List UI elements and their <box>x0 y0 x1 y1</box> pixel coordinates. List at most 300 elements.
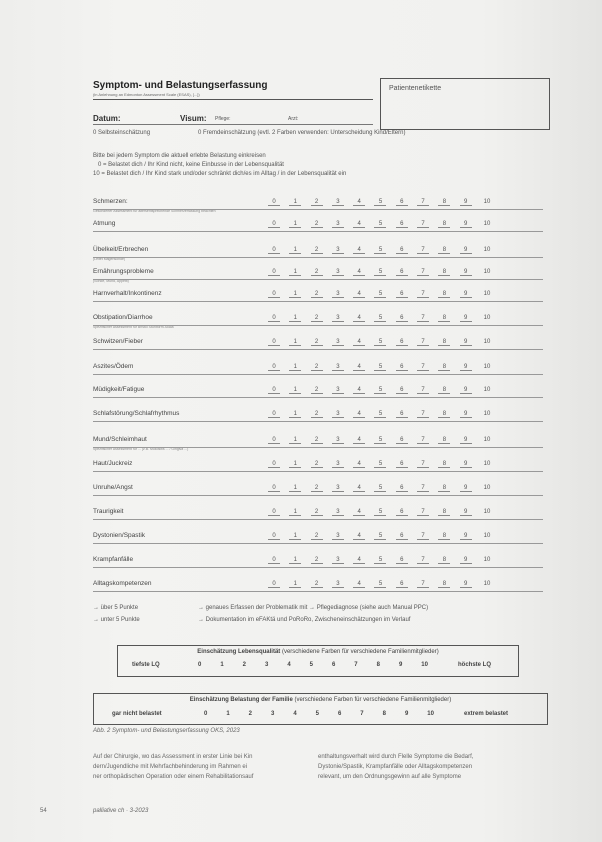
symptom-label: Müdigkeit/Fatigue <box>93 386 145 393</box>
scale-value[interactable]: 6 <box>396 557 408 564</box>
scale-value[interactable]: 9 <box>460 509 472 516</box>
scale-value[interactable]: 4 <box>353 364 365 371</box>
scale-value[interactable]: 0 <box>268 315 280 322</box>
text-line: Dystonie/Spastik, Krampfanfälle oder Alltagskompetenzen <box>318 764 473 770</box>
scale-value[interactable]: 1 <box>289 485 301 492</box>
row-divider <box>93 447 543 448</box>
article-text-right <box>318 752 548 782</box>
scale-value[interactable]: 9 <box>460 339 472 346</box>
scale-value[interactable]: 5 <box>374 364 386 371</box>
symptom-label: Haut/Juckreiz <box>93 460 133 467</box>
scale-value[interactable]: 6 <box>396 315 408 322</box>
symptom-scale <box>268 485 493 492</box>
scale-value[interactable]: 1 <box>289 509 301 516</box>
scale-value[interactable]: 7 <box>417 221 429 228</box>
scale-value[interactable]: 5 <box>374 247 386 254</box>
scale-value[interactable]: 6 <box>396 533 408 540</box>
box-scale-value[interactable]: 10 <box>421 662 428 668</box>
scale-value[interactable]: 7 <box>417 339 429 346</box>
scale-value[interactable]: 10 <box>483 221 491 227</box>
box-scale-value[interactable]: 8 <box>382 711 386 717</box>
scale-value[interactable]: 6 <box>396 509 408 516</box>
scale-value[interactable]: 1 <box>289 411 301 418</box>
scale-value[interactable]: 4 <box>353 269 365 276</box>
symptom-sublabel: (Leitet Magensonde) <box>93 257 126 261</box>
scale-value[interactable]: 4 <box>353 581 365 588</box>
scale-value[interactable]: 2 <box>311 339 323 346</box>
scale-value[interactable]: 6 <box>396 461 408 468</box>
scale-value[interactable]: 7 <box>417 291 429 298</box>
scale-value[interactable]: 0 <box>268 291 280 298</box>
scale-value[interactable]: 3 <box>332 533 344 540</box>
scale-value[interactable]: 1 <box>289 315 301 322</box>
pflege-label: Pflege: <box>215 116 231 122</box>
scale-value[interactable]: 3 <box>332 461 344 468</box>
quality-of-life-title: Einschätzung Lebensqualität (verschiedene Farben für verschiedene Familienmitglieder) <box>197 649 439 655</box>
scale-value[interactable]: 5 <box>374 315 386 322</box>
symptom-row <box>93 378 543 398</box>
symptom-sublabel: Spezifischer Assessment für ... (z.B. Mukositis ... / Gingiva ...) <box>93 447 189 451</box>
scale-value[interactable]: 4 <box>353 485 365 492</box>
scale-value[interactable]: 2 <box>311 437 323 444</box>
scale-value[interactable]: 4 <box>353 247 365 254</box>
scale-value[interactable]: 3 <box>332 315 344 322</box>
row-divider <box>93 591 543 592</box>
box-scale-value[interactable]: 7 <box>354 662 358 668</box>
text-line: dern/Jugendliche mit Mehrfachbehinderung im Rahmen ei <box>93 764 248 770</box>
scale-value[interactable]: 9 <box>460 533 472 540</box>
note-over5-right: → genaues Erfassen der Problematik mit → Pflegediagnose (siehe auch Manual PPC) <box>198 605 429 611</box>
symptom-scale <box>268 509 493 516</box>
scale-value[interactable]: 9 <box>460 557 472 564</box>
scale-value[interactable]: 4 <box>353 315 365 322</box>
symptom-row <box>93 260 543 283</box>
scale-value[interactable]: 4 <box>353 557 365 564</box>
scale-value[interactable]: 1 <box>289 199 301 206</box>
scale-value[interactable]: 7 <box>417 437 429 444</box>
scale-value[interactable]: 4 <box>353 461 365 468</box>
scale-value[interactable]: 4 <box>353 339 365 346</box>
scale-value[interactable]: 10 <box>483 557 491 563</box>
scale-value[interactable]: 2 <box>311 461 323 468</box>
box-scale-value[interactable]: 10 <box>427 711 434 717</box>
scale-value[interactable]: 8 <box>438 509 450 516</box>
scale-value[interactable]: 2 <box>311 315 323 322</box>
row-divider <box>93 209 543 210</box>
scale-value[interactable]: 3 <box>332 509 344 516</box>
symptom-scale <box>268 364 493 371</box>
scale-value[interactable]: 3 <box>332 557 344 564</box>
box-scale-value[interactable]: 9 <box>398 662 403 668</box>
scale-value[interactable]: 7 <box>417 557 429 564</box>
scale-value[interactable]: 0 <box>268 199 280 206</box>
symptom-scale <box>268 291 493 298</box>
scale-value[interactable]: 7 <box>417 533 429 540</box>
symptom-label: Atmung <box>93 220 116 227</box>
family-burden-title: Einschätzung Belastung der Familie (verschiedene Farben für verschiedene Familienmitglieder) <box>189 697 452 703</box>
scale-value[interactable]: 10 <box>483 509 491 515</box>
scale-value[interactable]: 8 <box>438 247 450 254</box>
box-scale-value[interactable]: 1 <box>220 662 224 668</box>
scale-value[interactable]: 5 <box>374 221 386 228</box>
box-scale-value[interactable]: 6 <box>331 662 336 668</box>
scale-value[interactable]: 4 <box>353 387 365 394</box>
scale-value[interactable]: 10 <box>483 315 491 321</box>
scale-value[interactable]: 0 <box>268 557 280 564</box>
scale-value[interactable]: 7 <box>417 485 429 492</box>
scale-value[interactable]: 4 <box>353 509 365 516</box>
scale-value[interactable]: 8 <box>438 221 450 228</box>
symptom-row <box>93 524 543 544</box>
family-burden-scale <box>204 711 434 717</box>
scale-value[interactable]: 2 <box>311 509 323 516</box>
scale-value[interactable]: 2 <box>311 411 323 418</box>
scale-value[interactable]: 10 <box>483 461 491 467</box>
scale-value[interactable]: 1 <box>289 364 301 371</box>
scale-value[interactable]: 2 <box>311 485 323 492</box>
text-line: enthaltungsverhalt wird durch Flelle Symptome die Bedarf, <box>318 754 474 760</box>
scale-value[interactable]: 6 <box>396 339 408 346</box>
row-divider <box>93 279 543 280</box>
figure-caption: Abb. 2 Symptom- und Belastungserfassung OKS, 2023 <box>93 728 240 734</box>
scale-value[interactable]: 2 <box>311 291 323 298</box>
scale-value[interactable]: 8 <box>438 485 450 492</box>
box-scale-value[interactable]: 5 <box>309 662 313 668</box>
note-over5-left: → über 5 Punkte <box>93 605 139 611</box>
scale-value[interactable]: 9 <box>460 247 472 254</box>
scale-value[interactable]: 4 <box>353 291 365 298</box>
scale-value[interactable]: 6 <box>396 437 408 444</box>
scale-value[interactable]: 4 <box>353 199 365 206</box>
scale-value[interactable]: 0 <box>268 221 280 228</box>
scale-value[interactable]: 10 <box>483 581 491 587</box>
instruction-line-2: 0 = Belastet dich / Ihr Kind nicht, keine Einbusse in der Lebensqualität <box>98 162 284 168</box>
box-scale-value[interactable]: 7 <box>360 711 364 717</box>
symptom-label: Schwitzen/Fieber <box>93 338 143 345</box>
scale-value[interactable]: 8 <box>438 557 450 564</box>
scale-value[interactable]: 3 <box>332 581 344 588</box>
form-subtitle: (in Anlehnung an Edmonton Assessment Scale (ESAS), [...]) <box>93 92 200 97</box>
scale-value[interactable]: 2 <box>311 199 323 206</box>
symptom-row <box>93 548 543 568</box>
symptom-sublabel: Gesonderter Assessment für altersentsprechende Schmerzerfassung beachten <box>93 209 216 213</box>
scale-value[interactable]: 2 <box>311 221 323 228</box>
symptom-sublabel: (Sonde, Mund, Appetit) <box>93 279 129 283</box>
scale-value[interactable]: 9 <box>460 437 472 444</box>
row-divider <box>93 543 543 544</box>
scale-value[interactable]: 6 <box>396 199 408 206</box>
scale-value[interactable]: 0 <box>268 269 280 276</box>
scale-value[interactable]: 8 <box>438 387 450 394</box>
scale-value[interactable]: 9 <box>460 269 472 276</box>
symptom-row <box>93 212 543 232</box>
family-burden-high: extrem belastet <box>464 711 509 717</box>
scale-value[interactable]: 5 <box>374 199 386 206</box>
scale-value[interactable]: 0 <box>268 437 280 444</box>
row-divider <box>93 374 543 375</box>
scale-value[interactable]: 1 <box>289 557 301 564</box>
scale-value[interactable]: 6 <box>396 581 408 588</box>
scale-value[interactable]: 0 <box>268 387 280 394</box>
scale-value[interactable]: 5 <box>374 581 386 588</box>
scale-value[interactable]: 9 <box>460 411 472 418</box>
scale-value[interactable]: 10 <box>483 387 491 393</box>
scale-value[interactable]: 10 <box>483 437 491 443</box>
symptom-label: Harnverhalt/Inkontinenz <box>93 290 162 297</box>
scale-value[interactable]: 8 <box>438 461 450 468</box>
note-under5-left: → unter 5 Punkte <box>93 617 140 623</box>
box-scale-value[interactable]: 5 <box>315 711 319 717</box>
scale-value[interactable]: 4 <box>353 437 365 444</box>
scale-value[interactable]: 7 <box>417 411 429 418</box>
symptom-label: Traurigkeit <box>93 508 124 515</box>
symptom-label: Schlafstörung/Schlafrhythmus <box>93 410 180 417</box>
scale-value[interactable]: 1 <box>289 291 301 298</box>
visum-label: Visum: <box>180 114 207 123</box>
scale-value[interactable]: 0 <box>268 581 280 588</box>
symptom-scale <box>268 411 493 418</box>
scale-value[interactable]: 0 <box>268 461 280 468</box>
scale-value[interactable]: 2 <box>311 581 323 588</box>
scale-value[interactable]: 1 <box>289 339 301 346</box>
scale-value[interactable]: 10 <box>483 247 491 253</box>
scale-value[interactable]: 8 <box>438 364 450 371</box>
row-divider <box>93 325 543 326</box>
symptom-row <box>93 402 543 422</box>
row-divider <box>93 349 543 350</box>
symptom-scale <box>268 533 493 540</box>
scale-value[interactable]: 2 <box>311 387 323 394</box>
text-line: relevant, um den Ordnungsgewinn auf alle Symptome <box>318 774 462 780</box>
symptom-row <box>93 476 543 496</box>
box-scale-value[interactable]: 0 <box>204 711 208 717</box>
row-divider <box>93 421 543 422</box>
box-scale-value[interactable]: 9 <box>404 711 409 717</box>
scale-value[interactable]: 0 <box>268 485 280 492</box>
symptom-row <box>93 572 543 592</box>
scale-value[interactable]: 7 <box>417 315 429 322</box>
scale-value[interactable]: 1 <box>289 387 301 394</box>
symptom-scale <box>268 221 493 228</box>
scale-value[interactable]: 5 <box>374 291 386 298</box>
scale-value[interactable]: 5 <box>374 269 386 276</box>
scale-value[interactable]: 10 <box>483 199 491 205</box>
symptom-label: Mund/Schleimhaut <box>93 436 147 443</box>
symptom-row <box>93 500 543 520</box>
scale-value[interactable]: 6 <box>396 485 408 492</box>
scale-value[interactable]: 4 <box>353 411 365 418</box>
symptom-label: Krampfanfälle <box>93 556 134 563</box>
scale-value[interactable]: 5 <box>374 411 386 418</box>
scale-value[interactable]: 8 <box>438 291 450 298</box>
scale-value[interactable]: 8 <box>438 581 450 588</box>
scale-value[interactable]: 8 <box>438 269 450 276</box>
scale-value[interactable]: 0 <box>268 533 280 540</box>
row-divider <box>93 301 543 302</box>
scale-value[interactable]: 6 <box>396 411 408 418</box>
row-divider <box>93 519 543 520</box>
box-scale-value[interactable]: 8 <box>376 662 380 668</box>
scale-value[interactable]: 6 <box>396 387 408 394</box>
box-scale-value[interactable]: 4 <box>287 662 291 668</box>
scale-value[interactable]: 7 <box>417 509 429 516</box>
box-scale-value[interactable]: 1 <box>226 711 230 717</box>
scale-value[interactable]: 1 <box>289 269 301 276</box>
scale-value[interactable]: 8 <box>438 339 450 346</box>
box-scale-value[interactable]: 3 <box>270 711 275 717</box>
scale-value[interactable]: 8 <box>438 411 450 418</box>
scale-value[interactable]: 7 <box>417 387 429 394</box>
box-scale-value[interactable]: 0 <box>198 662 202 668</box>
scale-value[interactable]: 3 <box>332 437 344 444</box>
symptom-row <box>93 452 543 472</box>
box-scale-value[interactable]: 3 <box>264 662 269 668</box>
scale-value[interactable]: 8 <box>438 315 450 322</box>
scale-value[interactable]: 10 <box>483 533 491 539</box>
scale-value[interactable]: 9 <box>460 199 472 206</box>
scale-value[interactable]: 1 <box>289 247 301 254</box>
symptom-row <box>93 428 543 451</box>
text-line: Auf der Chirurgie, wo das Assessment in erster Linie bei Kin <box>93 754 253 760</box>
scale-value[interactable]: 2 <box>311 269 323 276</box>
symptom-label: Übelkeit/Erbrechen <box>93 246 149 253</box>
scale-value[interactable]: 10 <box>483 485 491 491</box>
scale-value[interactable]: 9 <box>460 291 472 298</box>
date-line <box>93 124 373 125</box>
scale-value[interactable]: 0 <box>268 364 280 371</box>
symptom-label: Unruhe/Angst <box>93 484 133 491</box>
scale-value[interactable]: 9 <box>460 461 472 468</box>
scale-value[interactable]: 8 <box>438 437 450 444</box>
symptom-label: Alltagskompetenzen <box>93 580 152 587</box>
scale-value[interactable]: 1 <box>289 533 301 540</box>
scale-value[interactable]: 7 <box>417 247 429 254</box>
symptom-scale <box>268 339 493 346</box>
scale-value[interactable]: 5 <box>374 485 386 492</box>
scale-value[interactable]: 9 <box>460 315 472 322</box>
scale-value[interactable]: 2 <box>311 533 323 540</box>
scale-value[interactable]: 5 <box>374 533 386 540</box>
scale-value[interactable]: 2 <box>311 557 323 564</box>
symptom-scale <box>268 461 493 468</box>
scale-value[interactable]: 0 <box>268 411 280 418</box>
row-divider <box>93 397 543 398</box>
scale-value[interactable]: 10 <box>483 291 491 297</box>
scale-value[interactable]: 10 <box>483 339 491 345</box>
box-scale-value[interactable]: 6 <box>337 711 342 717</box>
scale-value[interactable]: 9 <box>460 581 472 588</box>
scale-value[interactable]: 3 <box>332 387 344 394</box>
scale-value[interactable]: 3 <box>332 199 344 206</box>
symptom-label: Obstipation/Diarrhoe <box>93 314 153 321</box>
symptom-row <box>93 238 543 261</box>
scale-value[interactable]: 4 <box>353 221 365 228</box>
instruction-line-3: 10 = Belastet dich / Ihr Kind stark und/oder schränkt dich/es im Alltag / in der Lebensqualität ein <box>93 171 347 177</box>
symptom-label: Aszites/Ödem <box>93 363 134 370</box>
scale-value[interactable]: 3 <box>332 291 344 298</box>
scale-value[interactable]: 9 <box>460 364 472 371</box>
scale-value[interactable]: 5 <box>374 461 386 468</box>
scale-value[interactable]: 10 <box>483 269 491 275</box>
scale-value[interactable]: 7 <box>417 199 429 206</box>
page-number: 54 <box>40 808 47 814</box>
scale-value[interactable]: 6 <box>396 247 408 254</box>
family-burden-low: gar nicht belastet <box>112 711 162 717</box>
scale-value[interactable]: 5 <box>374 557 386 564</box>
scale-value[interactable]: 2 <box>311 364 323 371</box>
box-scale-value[interactable]: 2 <box>248 711 252 717</box>
quality-of-life-low: tiefste LQ <box>132 662 160 668</box>
family-burden-box <box>93 693 548 725</box>
scale-value[interactable]: 3 <box>332 269 344 276</box>
scale-value[interactable]: 5 <box>374 509 386 516</box>
scale-value[interactable]: 7 <box>417 461 429 468</box>
scale-value[interactable]: 6 <box>396 364 408 371</box>
scale-value[interactable]: 1 <box>289 221 301 228</box>
scale-value[interactable]: 7 <box>417 581 429 588</box>
scale-value[interactable]: 0 <box>268 509 280 516</box>
scale-value[interactable]: 3 <box>332 411 344 418</box>
date-label: Datum: <box>93 114 121 123</box>
symptom-scale <box>268 557 493 564</box>
scale-value[interactable]: 5 <box>374 339 386 346</box>
scale-value[interactable]: 1 <box>289 437 301 444</box>
scale-value[interactable]: 3 <box>332 364 344 371</box>
symptom-sublabel: Spezifischer Assessment für Bristol Stuhlform-Skala <box>93 325 174 329</box>
option-self-assessment: 0 Selbsteinschätzung <box>93 130 151 136</box>
scale-value[interactable]: 7 <box>417 269 429 276</box>
box-scale-value[interactable]: 2 <box>242 662 246 668</box>
scale-value[interactable]: 6 <box>396 221 408 228</box>
scale-value[interactable]: 4 <box>353 533 365 540</box>
scale-value[interactable]: 7 <box>417 364 429 371</box>
symptom-label: Dystonien/Spastik <box>93 532 146 539</box>
row-divider <box>93 495 543 496</box>
scale-value[interactable]: 3 <box>332 485 344 492</box>
scale-value[interactable]: 10 <box>483 411 491 417</box>
scale-value[interactable]: 8 <box>438 199 450 206</box>
symptom-row <box>93 330 543 350</box>
symptom-scale <box>268 269 493 276</box>
scale-value[interactable]: 9 <box>460 387 472 394</box>
article-text-left <box>93 752 308 782</box>
symptom-row <box>93 282 543 302</box>
scale-value[interactable]: 1 <box>289 581 301 588</box>
scale-value[interactable]: 3 <box>332 221 344 228</box>
symptom-scale <box>268 199 493 206</box>
arzt-label: Arzt: <box>288 116 299 122</box>
box-scale-value[interactable]: 4 <box>293 711 297 717</box>
scale-value[interactable]: 0 <box>268 339 280 346</box>
scale-value[interactable]: 3 <box>332 339 344 346</box>
scale-value[interactable]: 6 <box>396 269 408 276</box>
title-divider <box>93 99 373 100</box>
scale-value[interactable]: 9 <box>460 221 472 228</box>
scale-value[interactable]: 5 <box>374 437 386 444</box>
scale-value[interactable]: 3 <box>332 247 344 254</box>
scale-value[interactable]: 5 <box>374 387 386 394</box>
scale-value[interactable]: 0 <box>268 247 280 254</box>
scale-value[interactable]: 6 <box>396 291 408 298</box>
scale-value[interactable]: 8 <box>438 533 450 540</box>
scale-value[interactable]: 9 <box>460 485 472 492</box>
scale-value[interactable]: 2 <box>311 247 323 254</box>
symptom-label: Schmerzen: <box>93 198 128 205</box>
scale-value[interactable]: 1 <box>289 461 301 468</box>
row-divider <box>93 567 543 568</box>
scale-value[interactable]: 10 <box>483 364 491 370</box>
row-divider <box>93 231 543 232</box>
